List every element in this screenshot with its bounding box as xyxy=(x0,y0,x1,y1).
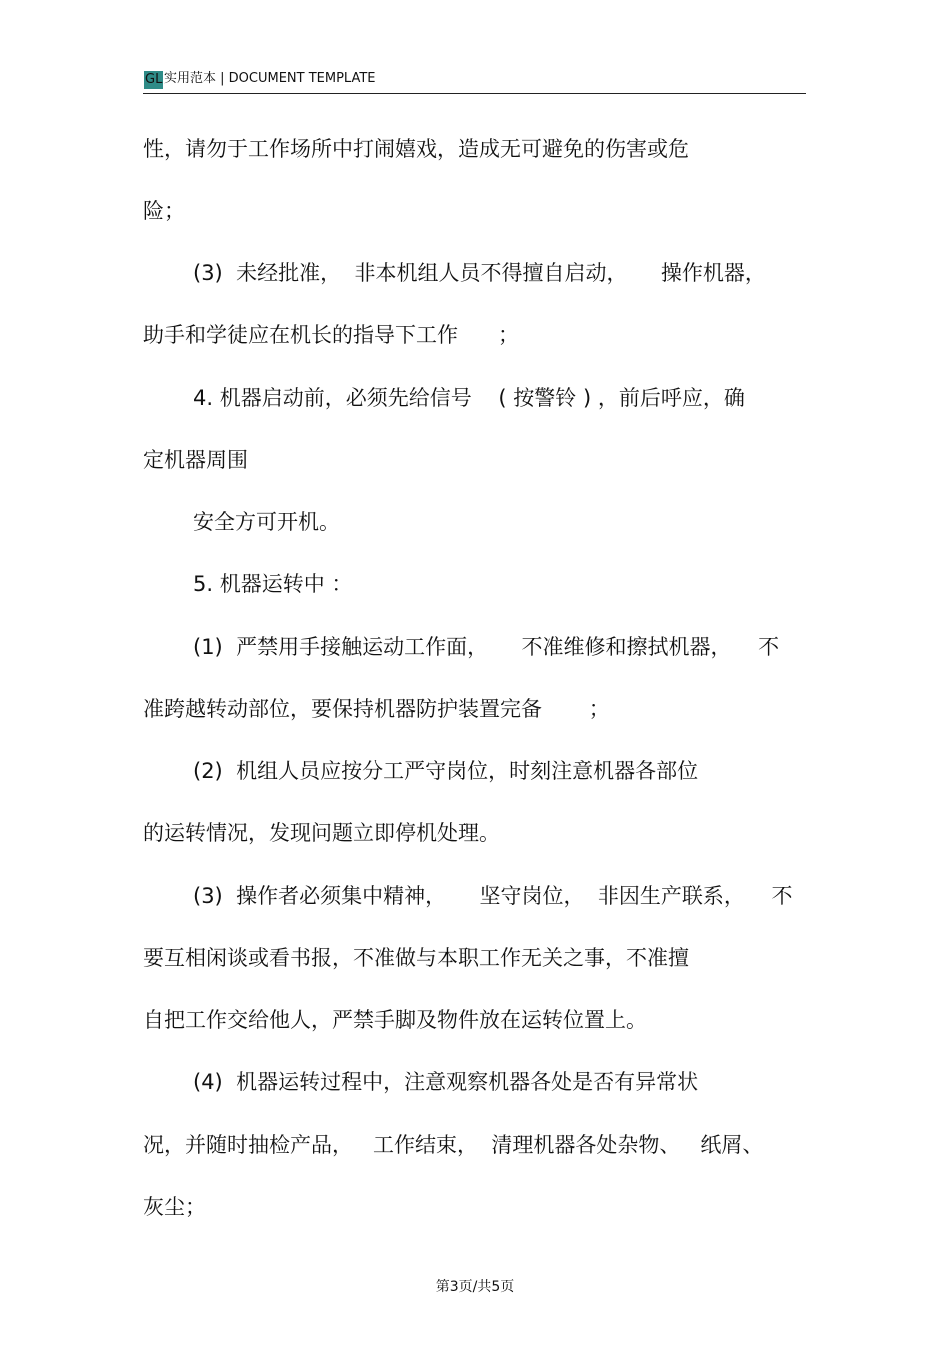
body-line: 险； xyxy=(143,199,185,223)
body-line: (4) 机器运转过程中，注意观察机器各处是否有异常状 xyxy=(193,1070,699,1094)
document-header xyxy=(143,66,806,94)
body-line: 灰尘； xyxy=(143,1195,206,1219)
body-line: 性，请勿于工作场所中打闹嬉戏，造成无可避免的伤害或危 xyxy=(143,137,689,161)
body-line: 5. 机器运转中 ： xyxy=(193,572,353,596)
body-line: 要互相闲谈或看书报，不准做与本职工作无关之事，不准擅 xyxy=(143,946,689,970)
body-line: 的运转情况，发现问题立即停机处理。 xyxy=(143,821,500,845)
body-line: 助手和学徒应在机长的指导下工作 ； xyxy=(143,323,520,347)
body-line: 4. 机器启动前，必须先给信号 ( 按警铃 ) ，前后呼应，确 xyxy=(193,386,745,410)
header-title: 实用范本 | DOCUMENT TEMPLATE xyxy=(164,71,376,86)
body-line: 况，并随时抽检产品， 工作结束， 清理机器各处杂物、 纸屑、 xyxy=(143,1133,764,1157)
body-line: (3) 未经批准， 非本机组人员不得擅自启动， 操作机器， xyxy=(193,261,766,285)
body-line: (2) 机组人员应按分工严守岗位，时刻注意机器各部位 xyxy=(193,759,699,783)
body-line: 定机器周围 xyxy=(143,448,248,472)
body-line: 自把工作交给他人，严禁手脚及物件放在运转位置上。 xyxy=(143,1008,647,1032)
page-indicator: 第3页/共5页 xyxy=(435,1279,515,1295)
body-line: 准跨越转动部位，要保持机器防护装置完备 ； xyxy=(143,697,610,721)
body-line: (3) 操作者必须集中精神， 坚守岗位， 非因生产联系， 不 xyxy=(193,884,793,908)
logo: GL xyxy=(145,72,163,87)
body-line: 安全方可开机。 xyxy=(193,510,340,534)
body-line: (1) 严禁用手接触运动工作面， 不准维修和擦拭机器， 不 xyxy=(193,635,780,659)
